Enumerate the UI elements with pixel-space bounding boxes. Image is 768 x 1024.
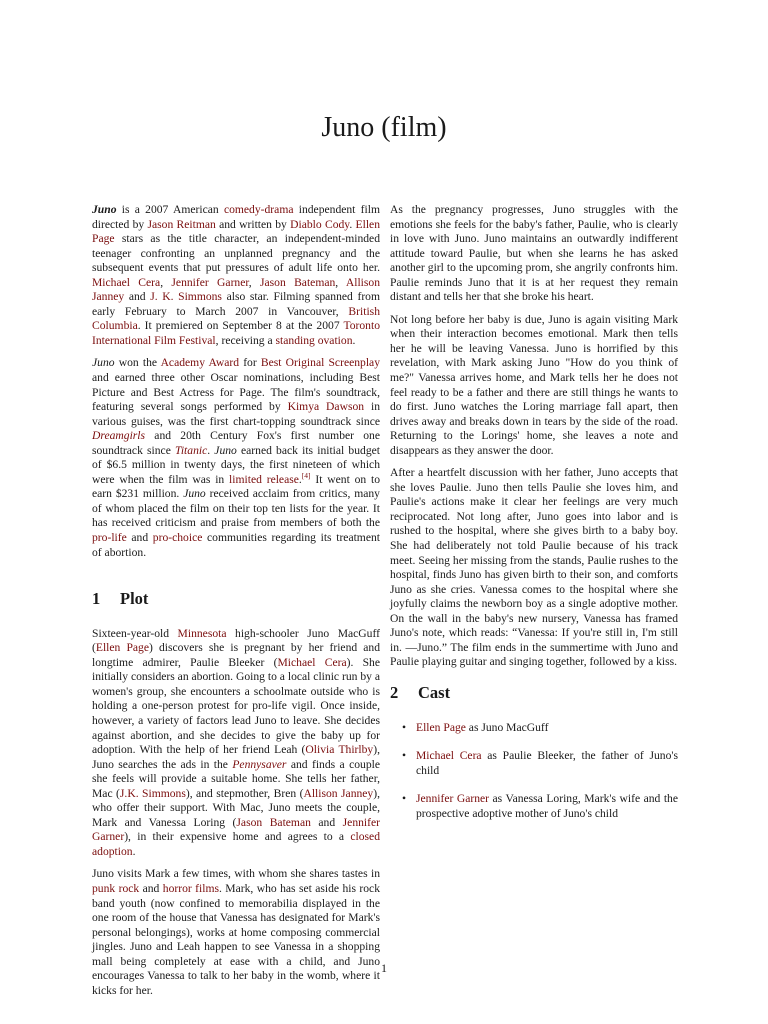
section-title: Plot: [120, 589, 149, 609]
text-run: Not long before her baby is due, Juno is again visiting Mark when their interaction becomes emotional. Mark then tells her he will be leaving Vanessa. Juno is horrified by this revelation, with Mark asking Juno "How do you think of me?" Vanessa arrives home, and Mark tells her he does not feel ready to be a father and there are still things he wants to do first. Juno watches the Loring marriage fall apart, then drives away and breaks down in tears by the side of the road. Returning to the Lorings' home, she leaves a note and disappears as they answer the door.: [390, 312, 678, 457]
page-number: 1: [381, 961, 387, 975]
inline-link[interactable]: comedy-drama: [223, 203, 294, 216]
inline-link[interactable]: Jennifer Garner: [416, 792, 490, 806]
text-run: as Juno MacGuff: [465, 720, 549, 734]
inline-link[interactable]: Toronto International Film Festival: [92, 319, 380, 347]
inline-link[interactable]: Jason Reitman: [147, 217, 216, 231]
text-run: ,: [160, 275, 172, 289]
inline-link[interactable]: Minnesota: [177, 626, 227, 640]
inline-link[interactable]: limited release: [229, 472, 299, 486]
text-run: and written by: [215, 217, 291, 231]
text-run: ). She initially considers an abortion. Going to a local clinic run by a women's group, she encounters a schoolmate outside who is holding a one-person protest for pro-life vigil. Once inside, however, a variety of factors lead Juno to leave. She decides against abortion, and she decides to give the baby up for adoption. With the help of her friend Leah (: [92, 655, 380, 757]
cast-list: [390, 721, 678, 822]
inline-link[interactable]: Ellen Page: [416, 720, 466, 734]
text-run: as Vanessa Loring, Mark's wife and the prospective adoptive mother of Juno's child: [416, 792, 678, 820]
inline-link[interactable]: Michael Cera: [92, 275, 161, 289]
section-heading-plot: [92, 589, 380, 609]
inline-link[interactable]: standing ovation: [275, 333, 353, 347]
section-heading-cast: [390, 682, 678, 702]
plot-paragraph-3: [390, 203, 678, 305]
text-run: ,: [248, 275, 260, 289]
text-run: ), Juno searches the ads in the: [92, 743, 380, 771]
inline-link[interactable]: Ellen Page: [92, 217, 380, 246]
inline-link[interactable]: Dreamgirls: [92, 429, 146, 443]
inline-link[interactable]: Diablo Cody: [290, 217, 350, 231]
text-run: independent film directed by: [92, 203, 380, 231]
text-run: and: [310, 815, 343, 829]
page-title: Juno (film): [321, 112, 447, 143]
inline-link[interactable]: J. K. Simmons: [150, 290, 222, 304]
text-run: is a 2007 American: [116, 203, 224, 216]
text-run: won the: [114, 356, 161, 370]
inline-link[interactable]: British Columbia: [92, 304, 380, 333]
text-run: It went on to earn $231 million.: [92, 472, 381, 501]
section-number: 1: [92, 589, 101, 609]
cast-list-item: [416, 792, 678, 821]
inline-link[interactable]: Jason Bateman: [260, 275, 336, 289]
section-title: Cast: [418, 682, 451, 702]
plot-paragraph-2: [92, 867, 380, 998]
text-run: and: [139, 881, 163, 895]
inline-link[interactable]: pro-life: [92, 531, 127, 545]
text-run: . It premiered on September 8 at the 2007: [137, 319, 344, 333]
inline-link[interactable]: Jennifer Garner: [92, 815, 380, 844]
inline-link[interactable]: Olivia Thirlby: [305, 743, 374, 757]
text-run: earned back its initial budget of $6.5 million in twenty days, the first nineteen of which were when the film was in: [92, 443, 380, 486]
text-run: also star. Filming spanned from early February to March 2007 in Vancouver,: [92, 290, 380, 318]
text-run: high-schooler Juno MacGuff (: [92, 626, 380, 655]
text-run: as Paulie Bleeker, the father of Juno's child: [416, 749, 678, 777]
text-run: received acclaim from critics, many of whom placed the film on their top ten lists for the year. It has received criticism and praise from members of both the: [92, 487, 380, 530]
text-run: for: [239, 356, 261, 370]
text-run: ), in their expensive home and agrees to a: [124, 830, 351, 844]
inline-link[interactable]: Kimya Dawson: [287, 400, 365, 414]
cast-list-item: [416, 749, 678, 778]
plot-paragraph-4: [390, 313, 678, 458]
text-run: Juno: [214, 443, 237, 457]
inline-link[interactable]: Michael Cera: [277, 655, 347, 669]
text-run: ), and stepmother, Bren (: [185, 786, 304, 800]
text-run: in various guises, was the first chart-topping soundtrack since: [92, 400, 381, 428]
text-run: communities regarding its treatment of abortion.: [92, 531, 380, 559]
text-run: and: [124, 290, 151, 304]
text-run: .: [298, 472, 302, 486]
inline-link[interactable]: closed adoption: [92, 830, 380, 858]
intro-paragraph-2: [92, 356, 380, 560]
text-run: and 20th Century Fox's first number one soundtrack since: [92, 429, 380, 457]
text-run: . Mark, who has set aside his rock band youth (now confined to memorabilia displayed in the one room of the house that Vanessa has designated for Mark's personal belongings), works at home composing commercial jingles. Juno and Leah happen to see Vanessa in a shopping mall being completely at ease with a child, and Juno encourages Vanessa to talk to her baby in the womb, where it kicks for her.: [92, 881, 380, 997]
inline-link[interactable]: J.K. Simmons: [119, 786, 186, 800]
text-run: .: [207, 443, 215, 457]
citation-link[interactable]: [4]: [301, 470, 311, 480]
inline-link[interactable]: Ellen Page: [95, 641, 149, 655]
text-run: and earned three other Oscar nominations, including Best Picture and Best Actress for Page. The film's soundtrack, featuring several songs performed by: [92, 371, 380, 414]
text-run: .: [132, 844, 136, 858]
intro-paragraph-1: [92, 203, 380, 348]
text-run: Juno: [183, 487, 206, 501]
text-run: ,: [335, 275, 346, 289]
inline-link[interactable]: Michael Cera: [416, 749, 482, 763]
inline-link[interactable]: horror films: [162, 881, 219, 895]
inline-link[interactable]: Allison Janney: [303, 786, 374, 800]
text-run: After a heartfelt discussion with her father, Juno accepts that she loves Paulie. Juno then tells Paulie she loves him, and Paulie's actions make it clear her feelings are very much reciprocated. Not long after, Juno goes into labor and is rushed to the hospital, where she gives birth to a baby boy. She had deliberately not told Paulie because of his track meet. Seeing her missing from the stands, Paulie rushes to the hospital, finds Juno has given birth to their son, and comforts Juno as she cries. Vanessa comes to the hospital where she joyfully claims the newborn boy as a single adoptive mother. On the wall in the baby's new nursery, Vanessa has framed Juno's note, which reads: “Vanessa: If you're still in, I'm still in. —Juno.” The film ends in the summertime with Juno and Paulie playing guitar and singing together, followed by a kiss.: [390, 466, 678, 669]
text-run: Sixteen-year-old: [92, 626, 178, 640]
text-run: .: [352, 333, 356, 347]
inline-link[interactable]: Jennifer Garner: [171, 275, 249, 289]
text-run: ) discovers she is pregnant by her friend and longtime admirer, Paulie Bleeker (: [92, 641, 380, 669]
text-run: Juno: [92, 203, 117, 216]
text-run: stars as the title character, an independent-minded teenager confronting an unplanned pregnancy and the subsequent events that put pressures of adult life onto her.: [92, 232, 380, 275]
text-run: Juno: [92, 356, 115, 370]
plot-paragraph-5: [390, 466, 678, 670]
left-column: [92, 203, 380, 1006]
text-run: and finds a couple she feels will provide a suitable home. She tells her father, Mac (: [92, 757, 380, 800]
text-run: ), who offer their support. With Mac, Juno meets the couple, Mark and Vanessa Loring (: [92, 786, 380, 829]
text-run: , receiving a: [215, 333, 276, 347]
text-run: and: [126, 531, 153, 545]
inline-link[interactable]: Jason Bateman: [236, 815, 311, 829]
cast-list-item: [416, 721, 678, 736]
inline-link[interactable]: Pennysaver: [232, 757, 287, 771]
inline-link[interactable]: Titanic: [175, 443, 208, 457]
section-number: 2: [390, 682, 399, 702]
inline-link[interactable]: Best Original Screenplay: [260, 356, 380, 370]
text-run: .: [349, 217, 356, 231]
inline-link[interactable]: punk rock: [92, 881, 140, 895]
inline-link[interactable]: Allison Janney: [92, 275, 381, 304]
text-run: Juno visits Mark a few times, with whom she shares tastes in: [92, 867, 380, 881]
right-column: [390, 203, 678, 835]
plot-paragraph-1: [92, 627, 380, 860]
inline-link[interactable]: Academy Award: [160, 356, 240, 370]
inline-link[interactable]: pro-choice: [152, 531, 203, 545]
text-run: As the pregnancy progresses, Juno struggles with the emotions she feels for the baby's father, Paulie, who is clearly in love with Juno. Juno maintains an outwardly indifferent attitude toward Paulie, but when she learns he has asked another girl to the upcoming prom, she angrily confronts him. Paulie reminds Juno that it is at her request they remain distant and tells her that she broke his heart.: [390, 203, 678, 304]
